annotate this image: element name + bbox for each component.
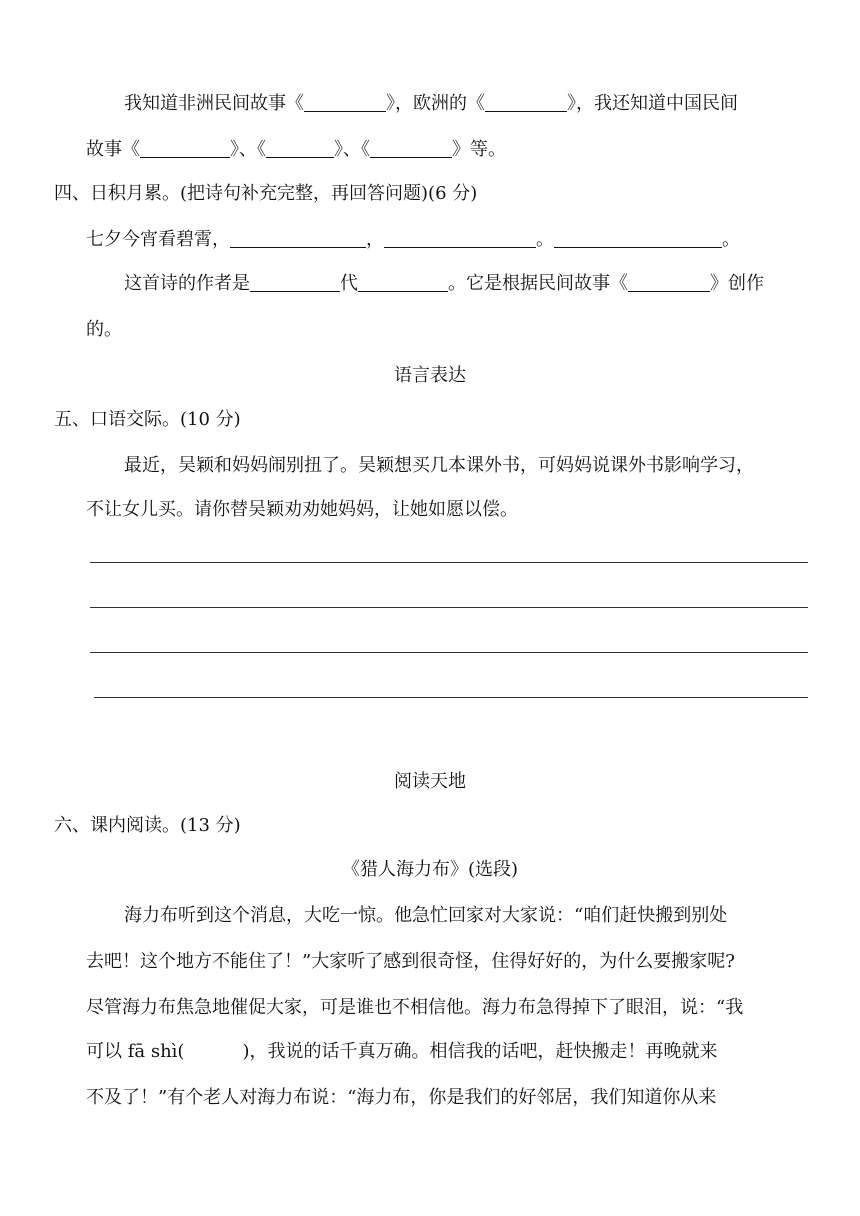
s4-heading: 四、日积月累。(把诗句补充完整，再回答问题)(6 分) bbox=[54, 183, 478, 204]
passage-line-1: 海力布听到这个消息，大吃一惊。他急忙回家对大家说：“咱们赶快搬到别处 bbox=[124, 905, 728, 926]
passage-title: 《猎人海力布》(选段) bbox=[341, 859, 519, 880]
passage-text: 可以 fā shì( bbox=[86, 1041, 185, 1062]
passage-text: )，我说的话千真万确。相信我的话吧，赶快搬走！再晚就来 bbox=[242, 1041, 718, 1062]
s3-text: 我知道非洲民间故事《 bbox=[124, 93, 304, 114]
answer-blank[interactable] bbox=[485, 93, 567, 112]
s3-line-2 bbox=[86, 138, 506, 162]
s3-text: 》，欧洲的《 bbox=[386, 93, 485, 114]
answer-blank[interactable] bbox=[304, 93, 386, 112]
answer-line[interactable] bbox=[90, 652, 808, 653]
s4-text: 》创作 bbox=[710, 273, 764, 294]
poem-text: 。 bbox=[722, 229, 740, 250]
poem-text: ， bbox=[366, 229, 384, 250]
passage-line-2: 去吧！这个地方不能住了！”大家听了感到很奇怪，住得好好的，为什么要搬家呢? bbox=[86, 951, 735, 972]
s4-question-end: 的。 bbox=[86, 319, 122, 340]
s5-heading: 五、口语交际。(10 分) bbox=[54, 409, 241, 430]
answer-blank[interactable] bbox=[140, 139, 230, 158]
passage-line-5: 不及了！”有个老人对海力布说：“海力布，你是我们的好邻居，我们知道你从来 bbox=[86, 1087, 717, 1108]
answer-line[interactable] bbox=[90, 607, 808, 608]
s3-text: 》，我还知道中国民间 bbox=[567, 93, 738, 114]
answer-blank[interactable] bbox=[628, 273, 710, 292]
answer-blank[interactable] bbox=[266, 139, 334, 158]
passage-line-4 bbox=[86, 1040, 717, 1064]
answer-blank[interactable] bbox=[358, 273, 448, 292]
answer-blank[interactable] bbox=[554, 229, 722, 248]
answer-blank[interactable] bbox=[230, 229, 366, 248]
s6-heading: 六、课内阅读。(13 分) bbox=[54, 815, 241, 836]
answer-blank[interactable] bbox=[384, 229, 536, 248]
s4-text: 这首诗的作者是 bbox=[124, 273, 250, 294]
s4-text: 。它是根据民间故事《 bbox=[448, 273, 628, 294]
section-title-language: 语言表达 bbox=[394, 365, 466, 386]
s3-line-1 bbox=[124, 92, 738, 116]
s3-text: 》等。 bbox=[452, 139, 506, 160]
s3-text: 》、《 bbox=[334, 139, 370, 160]
s3-text: 》、《 bbox=[230, 139, 266, 160]
answer-blank[interactable] bbox=[250, 273, 340, 292]
poem-text: 七夕今宵看碧霄， bbox=[86, 229, 230, 250]
poem-line bbox=[86, 228, 740, 252]
passage-line-3: 尽管海力布焦急地催促大家，可是谁也不相信他。海力布急得掉下了眼泪，说：“我 bbox=[86, 997, 744, 1018]
section-title-reading: 阅读天地 bbox=[394, 771, 466, 792]
poem-text: 。 bbox=[536, 229, 554, 250]
s4-text: 代 bbox=[340, 273, 358, 294]
s5-paragraph-2: 不让女儿买。请你替吴颖劝劝她妈妈，让她如愿以偿。 bbox=[86, 499, 518, 520]
answer-blank[interactable] bbox=[370, 139, 452, 158]
s4-question bbox=[124, 272, 764, 296]
answer-line[interactable] bbox=[94, 697, 808, 698]
s3-text: 故事《 bbox=[86, 139, 140, 160]
answer-line[interactable] bbox=[90, 562, 808, 563]
s5-paragraph-1: 最近，吴颖和妈妈闹别扭了。吴颖想买几本课外书，可妈妈说课外书影响学习， bbox=[124, 455, 754, 476]
